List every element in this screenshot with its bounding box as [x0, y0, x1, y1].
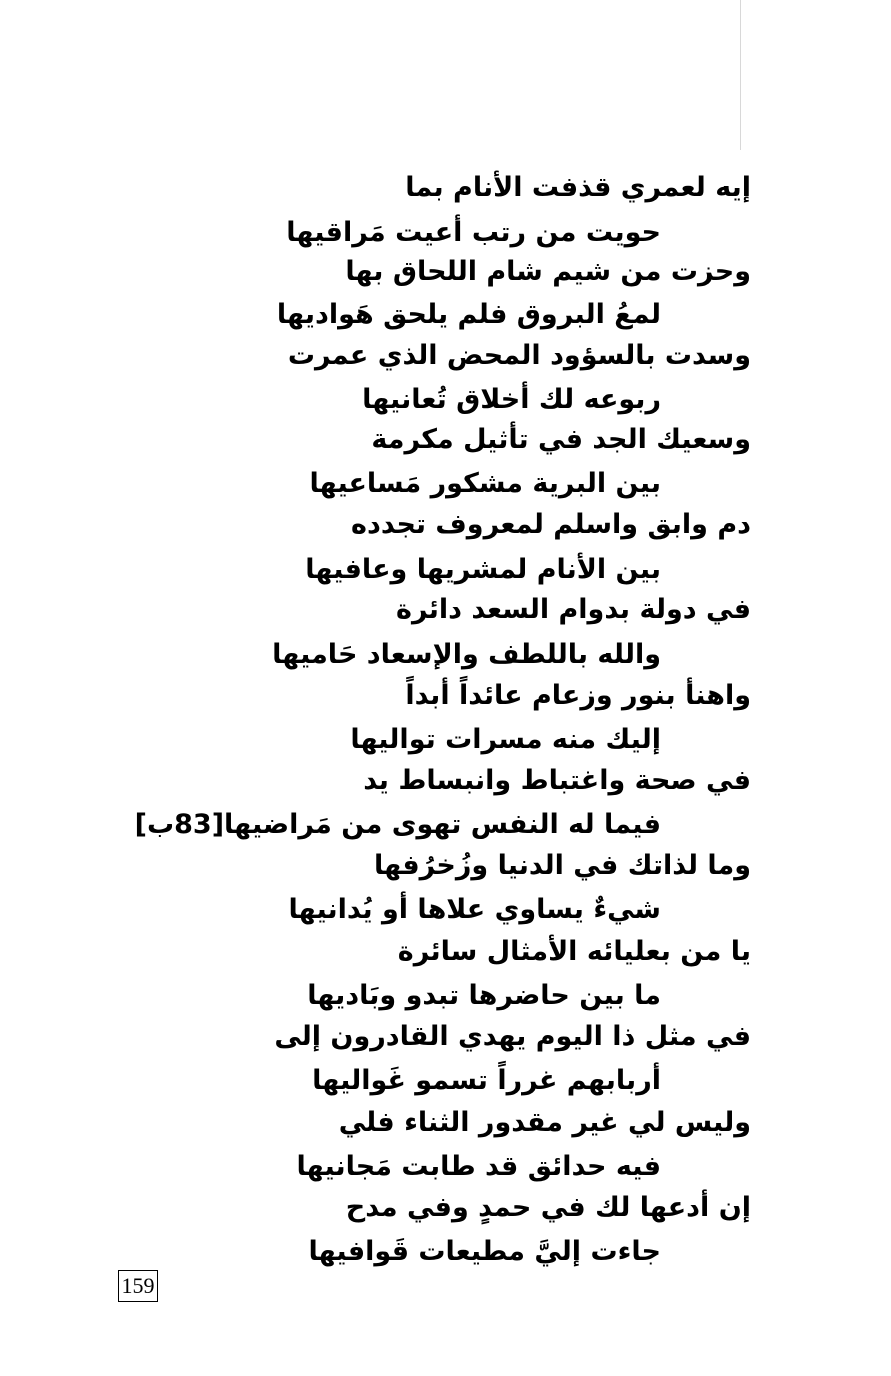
verse-line-8: بين البرية مشكور مَساعيها	[309, 468, 661, 499]
verse-line-20: ما بين حاضرها تبدو وبَاديها	[307, 980, 661, 1011]
verse-line-17: وما لذاتك في الدنيا وزُخرُفها	[373, 850, 751, 881]
verse-line-1: إيه لعمري قذفت الأنام بما	[405, 172, 751, 203]
verse-line-4: لمعُ البروق فلم يلحق هَواديها	[276, 299, 661, 330]
page-number: 159	[118, 1270, 158, 1302]
verse-line-16: فيما له النفس تهوى من مَراضيها[83ب]	[134, 809, 661, 840]
verse-line-23: وليس لي غير مقدور الثناء فلي	[338, 1107, 751, 1138]
verse-line-3: وحزت من شيم شام اللحاق بها	[345, 256, 751, 287]
verse-line-14: إليك منه مسرات تواليها	[350, 724, 661, 755]
verse-line-26: جاءت إليَّ مطيعات قَوافيها	[308, 1236, 661, 1267]
verse-line-7: وسعيك الجد في تأثيل مكرمة	[371, 424, 751, 455]
verse-line-21: في مثل ذا اليوم يهدي القادرون إلى	[274, 1021, 751, 1052]
verse-line-6: ربوعه لك أخلاق تُعانيها	[362, 384, 661, 415]
verse-line-18: شيءٌ يساوي علاها أو يُدانيها	[288, 894, 661, 925]
verse-line-25: إن أدعها لك في حمدٍ وفي مدح	[345, 1192, 751, 1223]
verse-line-22: أربابهم غرراً تسمو غَواليها	[312, 1065, 661, 1096]
verse-line-15: في صحة واغتباط وانبساط يد	[363, 765, 751, 796]
verse-line-5: وسدت بالسؤود المحض الذي عمرت	[287, 340, 751, 371]
verse-line-19: يا من بعليائه الأمثال سائرة	[397, 936, 751, 967]
verse-line-10: بين الأنام لمشريها وعافيها	[305, 554, 661, 585]
page-edge-line	[740, 0, 741, 150]
verse-line-12: والله باللطف والإسعاد حَاميها	[272, 639, 661, 670]
verse-line-24: فيه حدائق قد طابت مَجانيها	[296, 1151, 661, 1182]
verse-line-13: واهنأ بنور وزعام عائداً أبداً	[405, 680, 751, 711]
verse-line-9: دم وابق واسلم لمعروف تجدده	[351, 509, 751, 540]
verse-line-2: حويت من رتب أعيت مَراقيها	[286, 217, 661, 248]
verse-line-11: في دولة بدوام السعد دائرة	[396, 594, 751, 625]
